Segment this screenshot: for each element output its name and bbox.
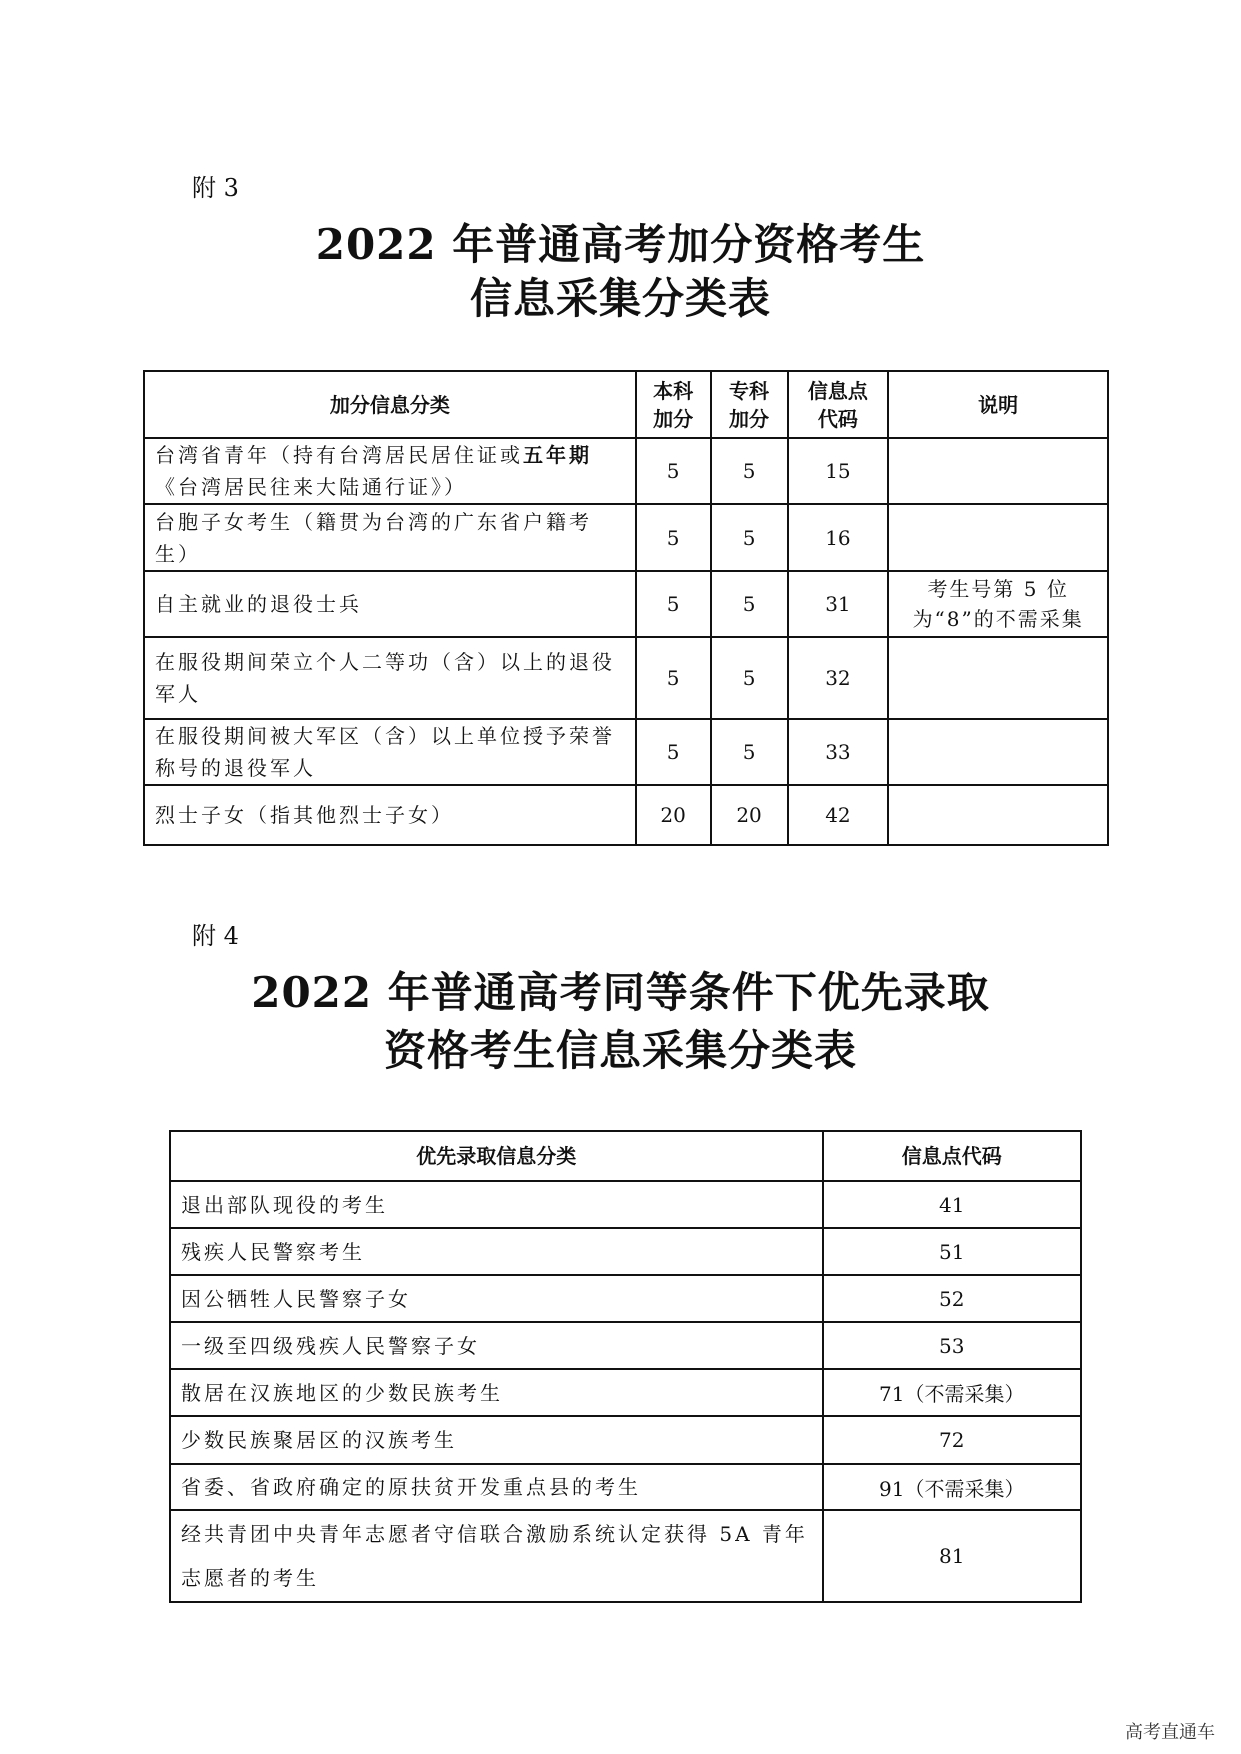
note-cell <box>888 438 1108 504</box>
category-cell: 一级至四级残疾人民警察子女 <box>170 1322 823 1369</box>
code-cell: 53 <box>823 1322 1082 1369</box>
header-code: 信息点代码 <box>823 1131 1082 1181</box>
code-cell: 51 <box>823 1228 1082 1275</box>
category-cell <box>144 571 636 637</box>
college-points-cell: 5 <box>711 637 788 719</box>
table-row <box>170 1510 1081 1602</box>
category-cell: 散居在汉族地区的少数民族考生 <box>170 1369 823 1416</box>
college-points-cell: 5 <box>711 571 788 637</box>
category-cell <box>144 785 636 845</box>
table-row <box>170 1369 1081 1416</box>
watermark: 高考直通车 <box>1125 1722 1215 1743</box>
table-row <box>144 785 1108 845</box>
note-cell <box>888 637 1108 719</box>
code-cell: 91（不需采集） <box>823 1464 1082 1510</box>
code-cell: 41 <box>823 1181 1082 1228</box>
category-cell: 退出部队现役的考生 <box>170 1181 823 1228</box>
header-code: 信息点代码 <box>788 371 889 438</box>
table-header-row <box>170 1131 1081 1181</box>
category-text: 台湾省青年（持有台湾居民居住证或 <box>155 443 523 467</box>
category-text: 在服役期间荣立个人二等功（含）以上的退役军人 <box>155 650 615 706</box>
table-row <box>170 1416 1081 1464</box>
bonus-points-table <box>143 370 1109 846</box>
note-cell <box>888 719 1108 785</box>
table-row <box>170 1322 1081 1369</box>
category-cell: 残疾人民警察考生 <box>170 1228 823 1275</box>
category-text: 自主就业的退役士兵 <box>155 592 362 616</box>
undergrad-points-cell: 5 <box>636 571 711 637</box>
college-points-cell: 20 <box>711 785 788 845</box>
header-category: 优先录取信息分类 <box>170 1131 823 1181</box>
category-text-cont: 《台湾居民往来大陆通行证》） <box>155 475 467 499</box>
appendix-3-label: 附 3 <box>192 174 239 202</box>
category-cell <box>144 438 636 504</box>
code-cell: 52 <box>823 1275 1082 1322</box>
code-cell: 32 <box>788 637 889 719</box>
category-cell: 因公牺牲人民警察子女 <box>170 1275 823 1322</box>
table-row <box>170 1181 1081 1228</box>
category-text: 台胞子女考生（籍贯为台湾的广东省户籍考生） <box>155 509 592 566</box>
undergrad-points-cell: 5 <box>636 637 711 719</box>
undergrad-points-cell: 20 <box>636 785 711 845</box>
college-points-cell: 5 <box>711 438 788 504</box>
table-row <box>144 637 1108 719</box>
code-cell: 16 <box>788 504 889 571</box>
code-cell: 15 <box>788 438 889 504</box>
table-header-row <box>144 371 1108 438</box>
code-cell: 31 <box>788 571 889 637</box>
undergrad-points-cell: 5 <box>636 719 711 785</box>
code-cell: 42 <box>788 785 889 845</box>
college-points-cell: 5 <box>711 504 788 571</box>
category-cell: 省委、省政府确定的原扶贫开发重点县的考生 <box>170 1464 823 1510</box>
table-row <box>170 1464 1081 1510</box>
college-points-cell: 5 <box>711 719 788 785</box>
code-cell: 33 <box>788 719 889 785</box>
header-college: 专科加分 <box>711 371 788 438</box>
code-cell: 71（不需采集） <box>823 1369 1082 1416</box>
appendix-3-title-line1: 2022 年普通高考加分资格考生 <box>315 220 926 269</box>
table-row <box>144 571 1108 637</box>
category-cell <box>144 719 636 785</box>
category-text: 在服役期间被大军区（含）以上单位授予荣誉称号的退役军人 <box>155 724 615 780</box>
code-cell: 81 <box>823 1510 1082 1602</box>
code-cell: 72 <box>823 1416 1082 1464</box>
category-bold-text: 五年期 <box>523 443 592 467</box>
header-undergrad: 本科加分 <box>636 371 711 438</box>
category-cell: 经共青团中央青年志愿者守信联合激励系统认定获得 5A 青年志愿者的考生 <box>170 1510 823 1602</box>
note-cell: 考生号第 5 位为“8”的不需采集 <box>888 571 1108 637</box>
header-category: 加分信息分类 <box>144 371 636 438</box>
table-row <box>144 719 1108 785</box>
appendix-4-title-line1: 2022 年普通高考同等条件下优先录取 <box>251 968 990 1017</box>
header-note: 说明 <box>888 371 1108 438</box>
category-cell <box>144 504 636 571</box>
table-row <box>144 438 1108 504</box>
category-cell <box>144 637 636 719</box>
appendix-4-title-line2: 资格考生信息采集分类表 <box>383 1026 857 1075</box>
note-cell <box>888 504 1108 571</box>
appendix-4-label: 附 4 <box>192 922 239 950</box>
undergrad-points-cell: 5 <box>636 504 711 571</box>
table-row <box>170 1228 1081 1275</box>
note-cell <box>888 785 1108 845</box>
table-row <box>170 1275 1081 1322</box>
appendix-3-title-line2: 信息采集分类表 <box>469 274 771 323</box>
undergrad-points-cell: 5 <box>636 438 711 504</box>
category-text: 烈士子女（指其他烈士子女） <box>155 803 454 827</box>
table-row <box>144 504 1108 571</box>
priority-admission-table <box>169 1130 1082 1603</box>
category-cell: 少数民族聚居区的汉族考生 <box>170 1416 823 1464</box>
